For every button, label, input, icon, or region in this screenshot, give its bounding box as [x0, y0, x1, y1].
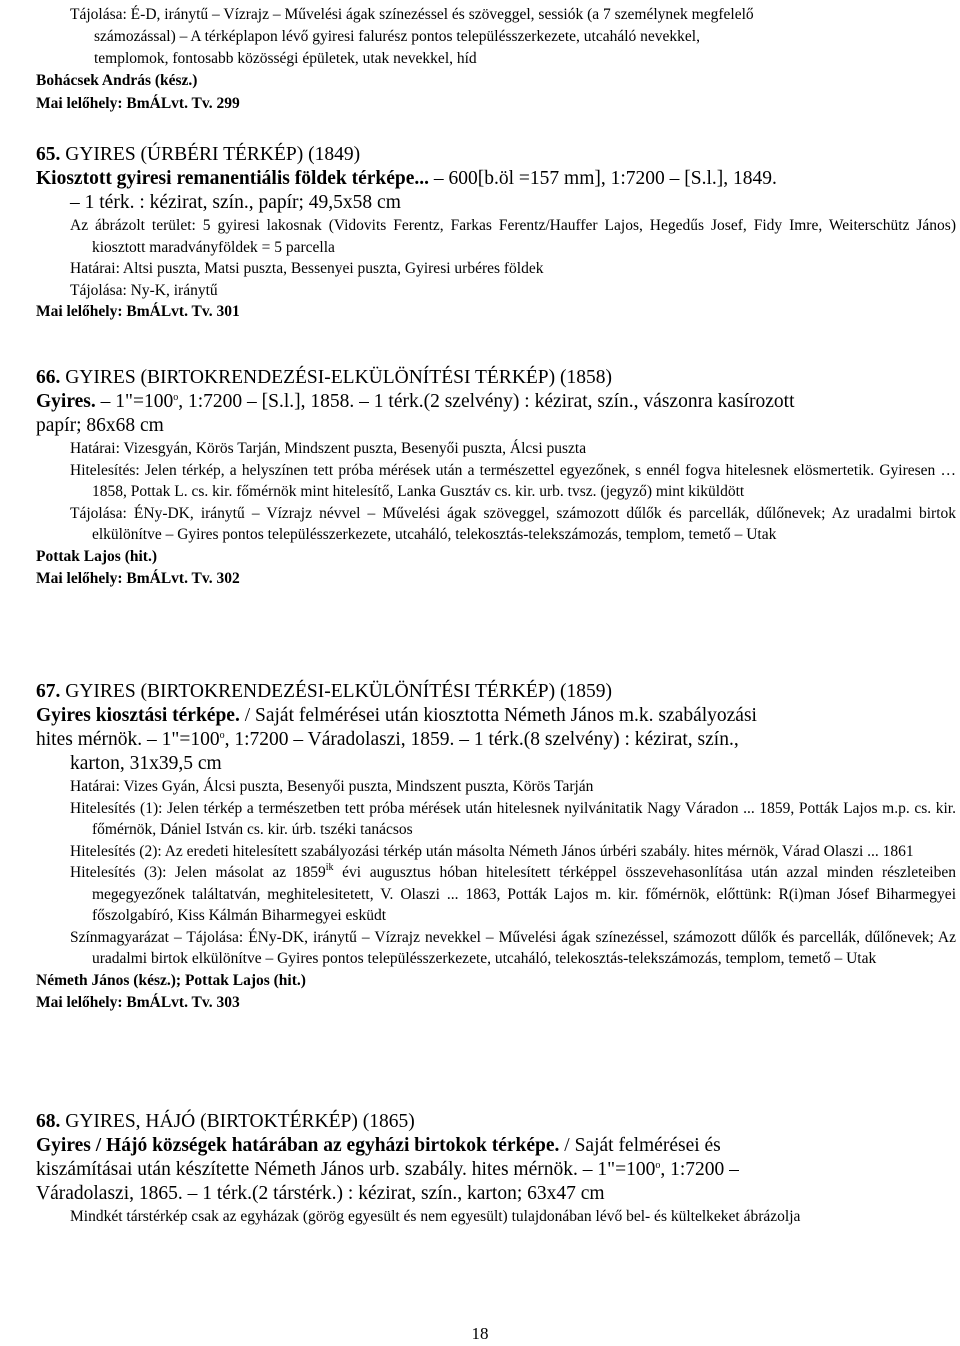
entry-64-continuation	[36, 4, 956, 115]
entry-66-orientation: Tájolása: ÉNy-DK, iránytű – Vízrajz névvel – Művelési ágak szöveggel, számozott dűlők és parcellák, dűlőnevek; Az uradalmi birtok elkülönítve – Gyires pontos településszerkezete, utcaháló, telekosztás-telekszámozás, templom, temető – Utak	[70, 504, 956, 543]
entry-67-heading	[36, 680, 956, 704]
degree-mark: o	[173, 392, 179, 403]
entry-65-description: Az ábrázolt terület: 5 gyiresi lakosnak (Vidovits Ferentz, Farkas Ferentz/Hauffer Lajos, Hegedűs Josef, Fidy Imre, Weiterschütz János) kiosztott maradványföldek = 5 parcella	[70, 217, 956, 256]
entry-imprint: , 1:7200 – Váradolaszi, 1859. – 1 térk.(8 szelvény) : kézirat, szín.,	[224, 729, 739, 750]
entry-66-heading	[36, 366, 956, 390]
auth3-text-start: Hitelesítés (3): Jelen másolat az 1859	[70, 864, 326, 881]
entry-68-physical: Váradolaszi, 1865. – 1 térk.(2 társtérk.) : kézirat, szín., karton; 63x47 cm	[36, 1183, 605, 1204]
entry-67-physical: karton, 31x39,5 cm	[70, 753, 222, 774]
entry-68-imprint	[36, 1158, 956, 1182]
entry-67-imprint	[36, 728, 956, 752]
entry-67-location: Mai lelőhely: BmÁLvt. Tv. 303	[36, 994, 240, 1011]
entry-67-authentication-1: Hitelesítés (1): Jelen térkép a természetben tett próba mérések után hitelesnek nyilvánitatik Nagy Váradon ... 1859, Pották Lajos m.p. cs. kir. főmérnök, Dániel István cs. kir. úrb. tszéki tanácsos	[70, 799, 956, 838]
entry-67	[36, 680, 956, 1015]
entry-heading: GYIRES (BIRTOKRENDEZÉSI-ELKÜLÖNÍTÉSI TÉRKÉP) (1859)	[65, 681, 613, 702]
entry-title: Gyires kiosztási térképe.	[36, 705, 240, 726]
entry-heading: GYIRES (ÚRBÉRI TÉRKÉP) (1849)	[65, 144, 361, 165]
entry-66-title-line	[36, 390, 956, 414]
entry-66	[36, 366, 956, 591]
intro-line-2: számozással) – A térképlapon lévő gyiresi falurész pontos településszerkezete, utcaháló nevekkel,	[94, 28, 700, 45]
entry-number: 66.	[36, 367, 61, 388]
degree-mark: o	[219, 730, 225, 741]
entry-title: Kiosztott gyiresi remanentiális földek térképe...	[36, 168, 430, 189]
entry-68-description: Mindkét társtérkép csak az egyházak (görög egyesült és nem egyesült) tulajdonában lévő bel- és kültelkeket ábrázolja	[70, 1208, 801, 1225]
entry-imprint: , 1:7200 – [S.l.], 1858. – 1 térk.(2 szelvény) : kézirat, szín., vászonra kasírozott	[178, 391, 795, 412]
entry-66-borders: Határai: Vizesgyán, Körös Tarján, Mindszent puszta, Besenyői puszta, Álcsi puszta	[70, 440, 587, 457]
entry-imprint: – 600[b.öl =157 mm], 1:7200 – [S.l.], 1849.	[429, 168, 777, 189]
entry-66-physical: papír; 86x68 cm	[36, 415, 164, 436]
auth3-text-rest: évi augusztus hóban hitelesített térképpel összevehasonlítása után azzal minden részleteiben megegyezőnek találtatván, meghitelesitetett, V. Olaszi ... 1863, Pották Lajos m. kir. főmérnök, előttünk: R(i)man Jósef Biharmegyei főszolgabíró, Kiss Kálmán Biharmegyei esküdt	[92, 864, 956, 924]
superscript-ik: ik	[325, 862, 334, 873]
entry-65-borders: Határai: Altsi puszta, Matsi puszta, Bessenyei puszta, Gyiresi urbéres földek	[70, 260, 544, 277]
entry-scale: kiszámításai után készítette Németh János urb. szabály. hites mérnök. – 1"=100	[36, 1159, 656, 1180]
entry-heading: GYIRES (BIRTOKRENDEZÉSI-ELKÜLÖNÍTÉSI TÉRKÉP) (1858)	[65, 367, 613, 388]
intro-line-1: Tájolása: É-D, iránytű – Vízrajz – Művelési ágak színezéssel és szöveggel, sessiók (a 7 személynek megfelelő	[70, 6, 754, 23]
entry-number: 68.	[36, 1111, 61, 1132]
entry-67-author: Németh János (kész.); Pottak Lajos (hit.)	[36, 971, 306, 989]
entry-65-location: Mai lelőhely: BmÁLvt. Tv. 301	[36, 303, 240, 320]
entry-title: Gyires / Hájó községek határában az egyházi birtokok térképe.	[36, 1135, 560, 1156]
entry-heading: GYIRES, HÁJÓ (BIRTOKTÉRKÉP) (1865)	[65, 1111, 415, 1132]
intro-author: Bohácsek András (kész.)	[36, 72, 198, 89]
entry-66-authentication: Hitelesítés: Jelen térkép, a helyszínen tett próba mérések után a természettel egyezőnek, s ennél fogva hitelesnek elösmertetik. Gyiresen … 1858, Pottak L. cs. kir. főmérnök mint hitelesítő, Lanka Gusztáv cs. kir. urb. tvsz. (jegyző) mint kiküldött	[70, 461, 956, 500]
entry-67-title-line	[36, 704, 956, 728]
entry-number: 65.	[36, 144, 61, 165]
entry-68-title-line	[36, 1134, 956, 1158]
entry-67-borders: Határai: Vizes Gyán, Álcsi puszta, Besenyői puszta, Mindszent puszta, Körös Tarján	[70, 778, 594, 795]
entry-imprint: , 1:7200 –	[660, 1159, 739, 1180]
entry-title: Gyires.	[36, 391, 96, 412]
entry-67-authentication-2: Hitelesítés (2): Az eredeti hitelesített szabályozási térkép után másolta Németh János úrbéri szabály. hites mérnök, Várad Olaszi ... 1861	[70, 842, 914, 860]
degree-mark: o	[655, 1160, 661, 1171]
entry-67-legend: Színmagyarázat – Tájolása: ÉNy-DK, iránytű – Vízrajz nevekkel – Művelési ágak színezéssel, számozott dűlők és parcellák, dűlőnevek; Az uradalmi birtok elkülönítve – Gyires pontos településszerkezete, utcaháló, telekosztás-telekszámozás, templom, temető – Utak	[70, 928, 956, 967]
intro-line-3: templomok, fontosabb közösségi épületek, utak nevekkel, híd	[94, 50, 477, 67]
entry-number: 67.	[36, 681, 61, 702]
entry-66-author: Pottak Lajos (hit.)	[36, 547, 157, 565]
entry-66-location: Mai lelőhely: BmÁLvt. Tv. 302	[36, 570, 240, 587]
entry-responsibility: / Saját felmérései és	[559, 1135, 721, 1156]
intro-location: Mai lelőhely: BmÁLvt. Tv. 299	[36, 94, 240, 112]
entry-65-heading	[36, 143, 956, 167]
entry-scale: hites mérnök. – 1"=100	[36, 729, 220, 750]
entry-67-authentication-3	[36, 862, 956, 927]
entry-65-physical: – 1 térk. : kézirat, szín., papír; 49,5x58 cm	[70, 192, 401, 213]
entry-responsibility: / Saját felmérései után kiosztotta Németh János m.k. szabályozási	[239, 705, 757, 726]
entry-65-title-line	[36, 167, 956, 191]
entry-scale: – 1"=100	[95, 391, 174, 412]
page-number: 18	[471, 1324, 489, 1343]
entry-68-heading	[36, 1110, 956, 1134]
entry-68	[36, 1110, 956, 1228]
entry-65	[36, 143, 956, 324]
entry-65-orientation: Tájolása: Ny-K, iránytű	[70, 281, 218, 299]
